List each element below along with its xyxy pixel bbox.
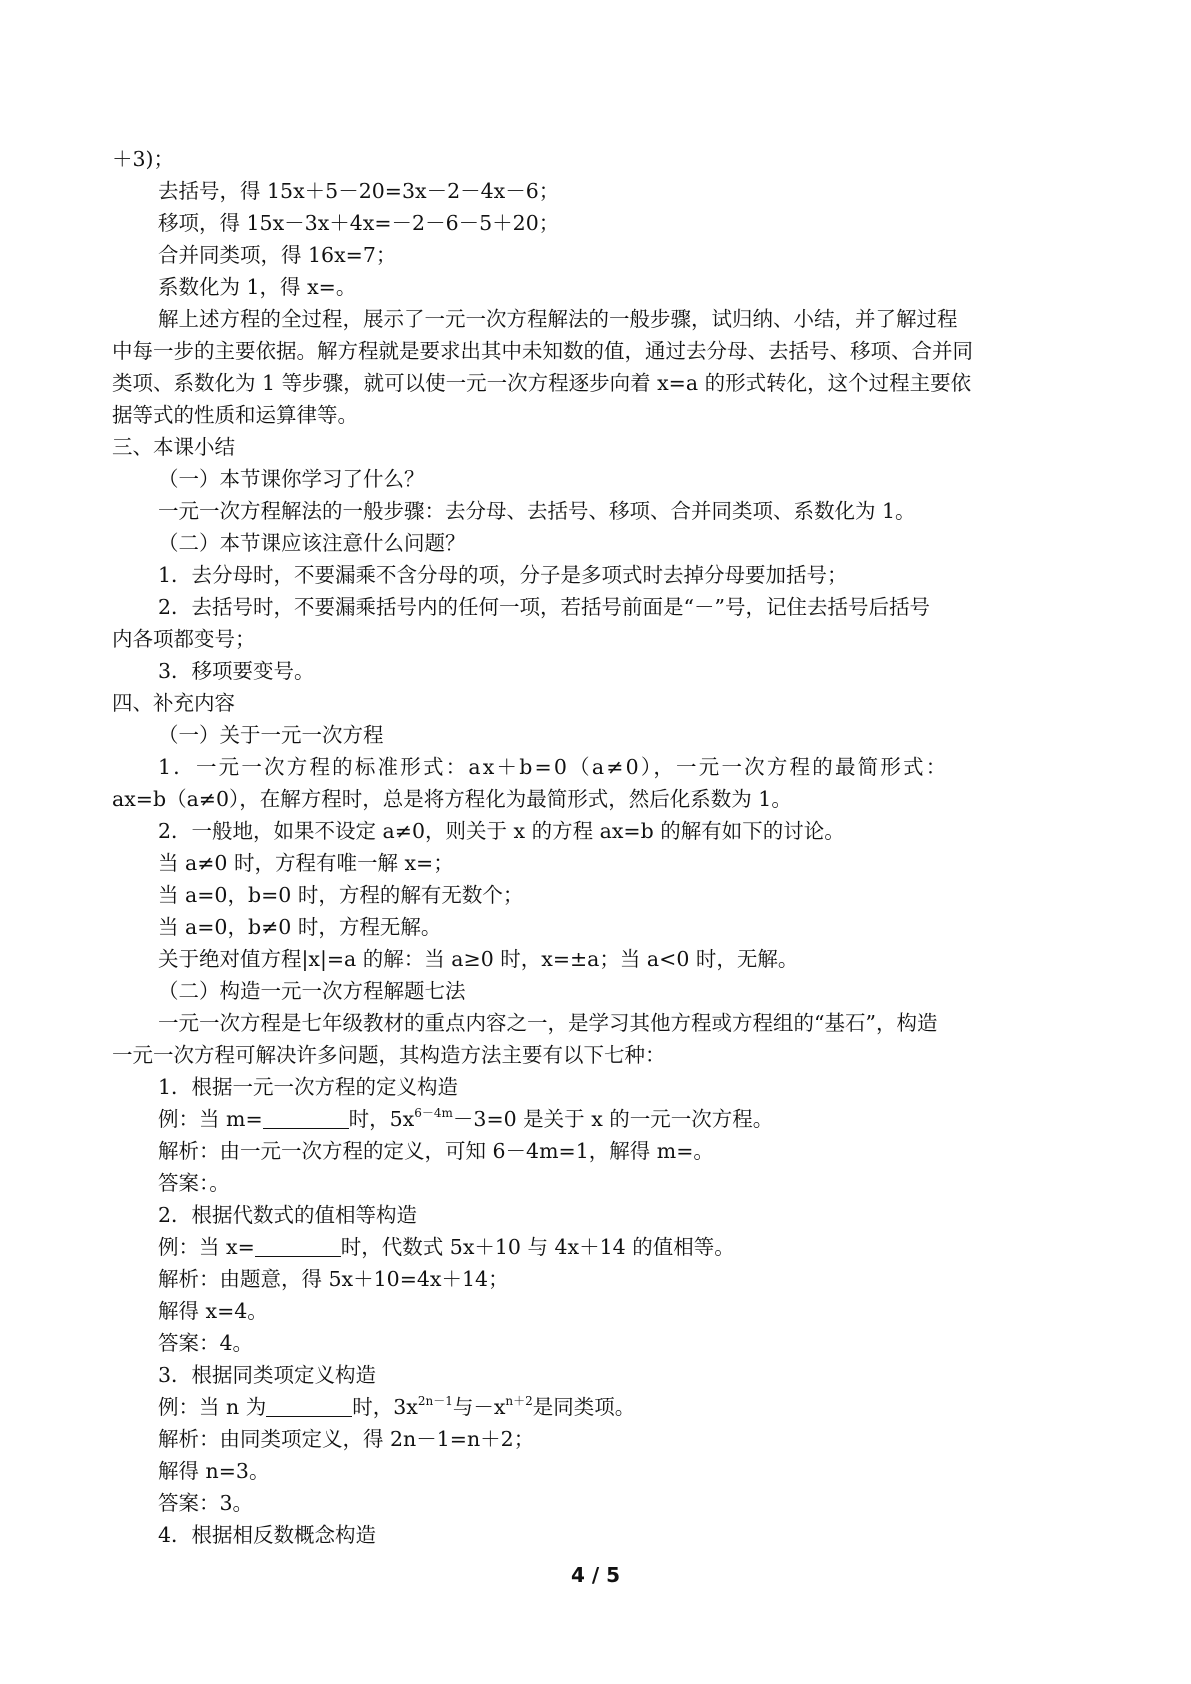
example-suffix: 是同类项。 [532,1395,636,1419]
text-line: 解析：由一元一次方程的定义，可知 6－4m=1，解得 m=。 [158,1139,714,1163]
text-line: 2．一般地，如果不设定 a≠0，则关于 x 的方程 ax=b 的解有如下的讨论。 [158,819,845,843]
text-line: 解上述方程的全过程，展示了一元一次方程解法的一般步骤，试归纳、小结，并了解过程 [158,307,958,331]
text-line: 3．根据同类项定义构造 [158,1363,377,1387]
section-heading: 三、本课小结 [112,435,235,459]
text-line: 一元一次方程解法的一般步骤：去分母、去括号、移项、合并同类项、系数化为 1。 [158,499,916,523]
answer-blank [266,1396,352,1417]
example-suffix: 时，代数式 5x＋10 与 4x＋14 的值相等。 [340,1235,735,1259]
example-line [112,1103,1090,1135]
document-body [112,143,1090,1551]
text-line: 移项，得 15x－3x＋4x=－2－6－5＋20； [158,211,560,235]
exponent: 2n－1 [417,1394,453,1408]
text-line: 系数化为 1，得 x=。 [158,275,357,299]
subsection-heading: （二）构造一元一次方程解题七法 [158,979,466,1003]
text-line: 答案：4。 [158,1331,254,1355]
text-line: 2．去括号时，不要漏乘括号内的任何一项，若括号前面是“－”号，记住去括号后括号 [158,595,931,619]
example-prefix: 例：当 m= [158,1107,263,1131]
text-line: 类项、系数化为 1 等步骤，就可以使一元一次方程逐步向着 x=a 的形式转化，这个过程主要依 [112,371,972,395]
text-line: 解得 n=3。 [158,1459,270,1483]
example-line [112,1231,1090,1263]
text-line: 1．一元一次方程的标准形式：ax＋b=0（a≠0），一元一次方程的最简形式： [158,755,949,779]
example-line [112,1391,1090,1423]
example-suffix: －3=0 是关于 x 的一元一次方程。 [452,1107,774,1131]
text-line: 解析：由题意，得 5x＋10=4x＋14； [158,1267,509,1291]
text-line: 内各项都变号； [112,627,256,651]
text-line: 解析：由同类项定义，得 2n－1=n＋2； [158,1427,535,1451]
text-line: 答案：。 [158,1171,230,1195]
text-line: 3．移项要变号。 [158,659,315,683]
text-line: 解得 x=4。 [158,1299,268,1323]
text-line: 当 a=0，b≠0 时，方程无解。 [158,915,442,939]
text-line: ax=b（a≠0），在解方程时，总是将方程化为最简形式，然后化系数为 1。 [112,787,792,811]
exponent: n＋2 [505,1394,533,1408]
subsection-heading: （二）本节课应该注意什么问题？ [158,531,466,555]
text-line: 当 a≠0 时，方程有唯一解 x=； [158,851,454,875]
example-middle: 时，5x [348,1107,415,1131]
text-line: 据等式的性质和运算律等。 [112,403,358,427]
text-line: 1．去分母时，不要漏乘不含分母的项，分子是多项式时去掉分母要加括号； [158,563,848,587]
example-prefix: 例：当 x= [158,1235,255,1259]
text-line: 答案：3。 [158,1491,254,1515]
exponent: 6－4m [414,1106,453,1120]
subsection-heading: （一）本节课你学习了什么？ [158,467,425,491]
text-line: 中每一步的主要依据。解方程就是要求出其中未知数的值，通过去分母、去括号、移项、合并同 [112,339,973,363]
text-line: 合并同类项，得 16x=7； [158,243,397,267]
example-middle: 时，3x [352,1395,418,1419]
example-prefix: 例：当 n 为 [158,1395,267,1419]
answer-blank [255,1236,341,1257]
page-number: 4 / 5 [570,1563,621,1587]
text-line: 关于绝对值方程|x|=a 的解：当 a≥0 时，x=±a；当 a<0 时，无解。 [158,947,799,971]
text-line: 4．根据相反数概念构造 [158,1523,377,1547]
text-line: 一元一次方程可解决许多问题，其构造方法主要有以下七种： [112,1043,666,1067]
text-line: 1．根据一元一次方程的定义构造 [158,1075,459,1099]
subsection-heading: （一）关于一元一次方程 [158,723,384,747]
text-line: 去括号，得 15x＋5－20=3x－2－4x－6； [158,179,560,203]
answer-blank [263,1108,349,1129]
text-line: 2．根据代数式的值相等构造 [158,1203,418,1227]
text-line: 一元一次方程是七年级教材的重点内容之一，是学习其他方程或方程组的“基石”，构造 [158,1011,938,1035]
example-middle-2: 与－x [452,1395,506,1419]
section-heading: 四、补充内容 [112,691,235,715]
text-line: ＋3)； [112,147,175,171]
text-line: 当 a=0，b=0 时，方程的解有无数个； [158,883,524,907]
